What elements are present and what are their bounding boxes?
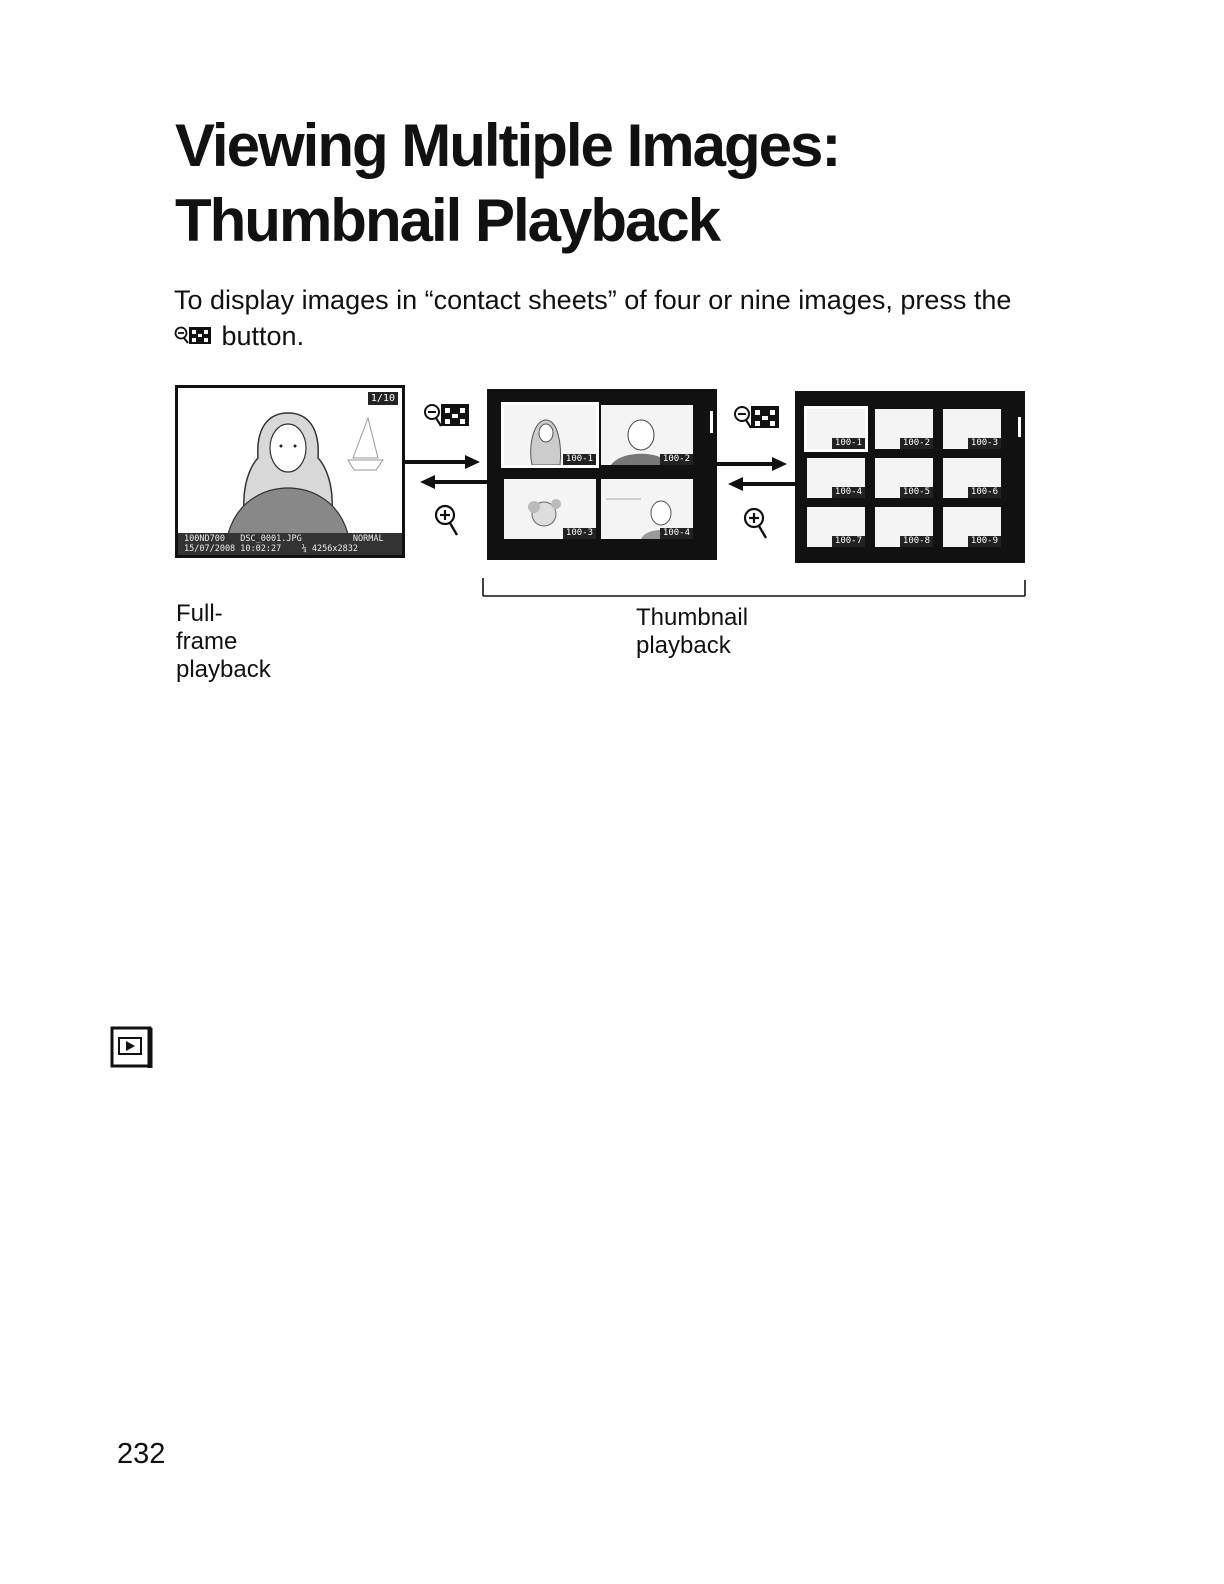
- thumbnail: [943, 507, 1001, 547]
- thumbnail: [875, 409, 933, 449]
- thumbnail: [807, 409, 865, 449]
- thumbnail: [943, 458, 1001, 498]
- thumbnail-label: 100-3: [968, 438, 1001, 449]
- caption-fullframe: Full-frame playback: [176, 600, 271, 683]
- image-counter: 1/10: [368, 392, 398, 405]
- thumbnail-label: 100-4: [660, 528, 693, 539]
- scroll-indicator: [710, 411, 713, 433]
- playback-tab-icon: [110, 1026, 156, 1070]
- arrow-right-2: [717, 456, 787, 472]
- thumbnail-label: 100-8: [900, 536, 933, 547]
- page-number: 232: [117, 1438, 166, 1470]
- caption-thumbnail: Thumbnail playback: [636, 604, 749, 659]
- four-thumbnail-screen: [487, 389, 717, 560]
- thumbnail-label: 100-1: [832, 438, 865, 449]
- zoom-in-icon-1: [433, 503, 463, 539]
- title-line-1: Viewing Multiple Images:: [175, 112, 840, 179]
- thumbnail: [601, 405, 693, 465]
- arrow-left-1: [420, 474, 490, 490]
- info-line-1: 100ND700 DSC_0001.JPG NORMAL: [184, 534, 384, 544]
- title-line-2: Thumbnail Playback: [175, 187, 720, 254]
- thumbnail: [807, 507, 865, 547]
- thumbnail-label: 100-2: [900, 438, 933, 449]
- arrow-left-2: [728, 476, 798, 492]
- thumbnail-label: 100-7: [832, 536, 865, 547]
- photo-info-bar: [178, 533, 402, 555]
- thumbnail-label: 100-4: [832, 487, 865, 498]
- thumbnail-label: 100-2: [660, 454, 693, 465]
- zoom-out-icon-2: [733, 404, 781, 434]
- thumbnail-label: 100-9: [968, 536, 1001, 547]
- thumbnail: [875, 458, 933, 498]
- thumbnail: [504, 405, 596, 465]
- zoom-out-icon-1: [423, 402, 471, 432]
- thumbnail-bracket: [482, 578, 1027, 598]
- thumbnail-label: 100-1: [563, 454, 596, 465]
- thumbnail-label: 100-6: [968, 487, 1001, 498]
- thumbnail: [875, 507, 933, 547]
- thumbnail-zoom-out-icon: [174, 325, 214, 347]
- intro-text-before: To display images in “contact sheets” of four or nine images, press the: [174, 285, 1012, 315]
- scroll-indicator: [1018, 417, 1021, 437]
- thumbnail: [601, 479, 693, 539]
- thumbnail: [504, 479, 596, 539]
- info-line-2: 15/07/2008 10:02:27 ¼ 4256x2832: [184, 544, 358, 554]
- intro-text-after: button.: [214, 321, 305, 351]
- arrow-right-1: [405, 454, 480, 470]
- thumbnail-label: 100-5: [900, 487, 933, 498]
- intro-paragraph: [174, 282, 1054, 354]
- thumbnail: [807, 458, 865, 498]
- zoom-in-icon-2: [742, 506, 772, 542]
- page-title: [175, 108, 1075, 258]
- nine-thumbnail-screen: [795, 391, 1025, 563]
- fullframe-screen: [175, 385, 405, 558]
- thumbnail-label: 100-3: [563, 528, 596, 539]
- fullframe-photo: [178, 388, 402, 534]
- thumbnail: [943, 409, 1001, 449]
